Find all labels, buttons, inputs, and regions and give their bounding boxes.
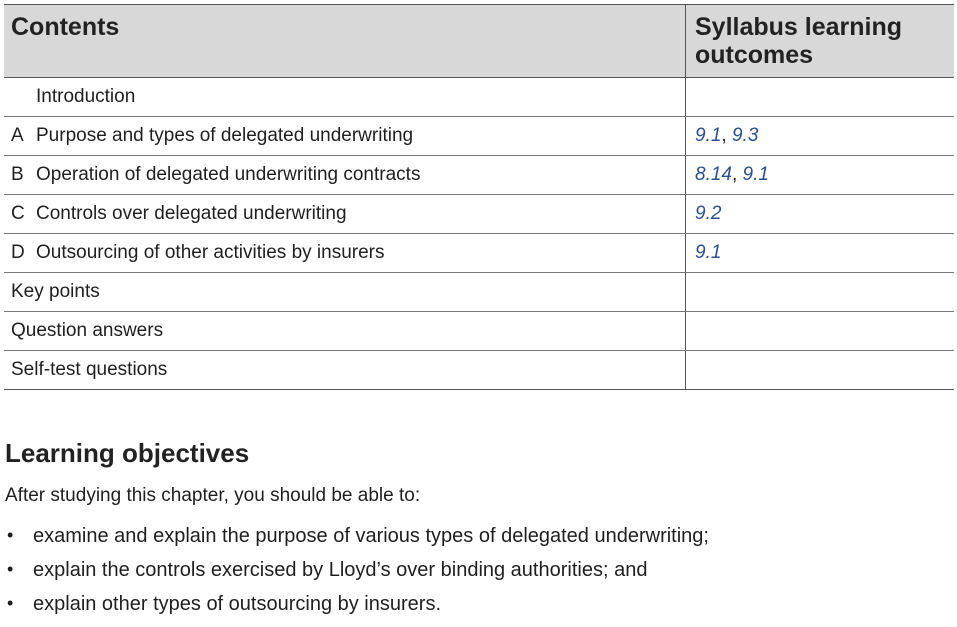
row-title: Key points [11,281,100,302]
objectives-intro: After studying this chapter, you should be able to: [5,485,421,506]
outcome-cell [686,273,955,312]
row-title-cell [4,156,686,195]
objectives-list [5,525,709,627]
row-title: Question answers [11,320,164,341]
list-item [5,525,709,559]
bullet-icon: • [7,593,14,613]
objective-text: examine and explain the purpose of various types of delegated underwriting; [33,525,709,547]
row-title-cell [4,312,686,351]
row-letter: D [11,242,25,263]
row-letter: B [11,164,24,185]
contents-table [4,4,954,390]
outcome-link[interactable]: 9.2 [695,203,722,224]
table-row [4,234,954,273]
row-title: Operation of delegated underwriting contracts [36,164,421,185]
row-title: Controls over delegated underwriting [36,203,347,224]
list-item [5,593,709,627]
bullet-icon: • [7,525,14,545]
outcome-cell [686,351,955,390]
row-letter: C [11,203,25,224]
row-title-cell [4,351,686,390]
row-title-cell [4,195,686,234]
outcome-cell [686,312,955,351]
table-row [4,312,954,351]
outcome-cell [686,195,955,234]
outcome-link[interactable]: 9.1 [742,164,769,185]
row-title: Introduction [36,86,136,107]
table-header-row [4,5,954,78]
table-row [4,195,954,234]
outcome-link[interactable]: 9.3 [731,125,759,146]
row-title: Self-test questions [11,359,168,380]
list-item [5,559,709,593]
outcome-cell: 9.1, 9.3 [686,117,955,156]
outcome-cell [686,234,955,273]
row-title-cell [4,117,686,156]
objective-text: explain the controls exercised by Lloyd’s over binding authorities; and [33,559,648,581]
row-letter: A [11,125,24,146]
row-title-cell [4,234,686,273]
outcome-cell: 8.14, 9.1 [686,156,955,195]
table-row [4,273,954,312]
table-row [4,156,954,195]
row-title: Outsourcing of other activities by insurers [36,242,385,263]
outcome-cell [686,78,955,117]
outcome-link[interactable]: 9.1 [695,242,722,263]
table-row [4,78,954,117]
outcome-link[interactable]: 9.1 [695,125,722,146]
outcome-link[interactable]: 8.14 [695,164,732,185]
contents-header: Contents [4,5,686,78]
row-title: Purpose and types of delegated underwriting [36,125,414,146]
row-title-cell [4,78,686,117]
objective-text: explain other types of outsourcing by insurers. [33,593,441,615]
outcomes-header: Syllabus learning outcomes [686,5,955,78]
row-title-cell [4,273,686,312]
learning-objectives-heading: Learning objectives [5,438,250,468]
table-row [4,351,954,390]
bullet-icon: • [7,559,14,579]
table-row [4,117,954,156]
